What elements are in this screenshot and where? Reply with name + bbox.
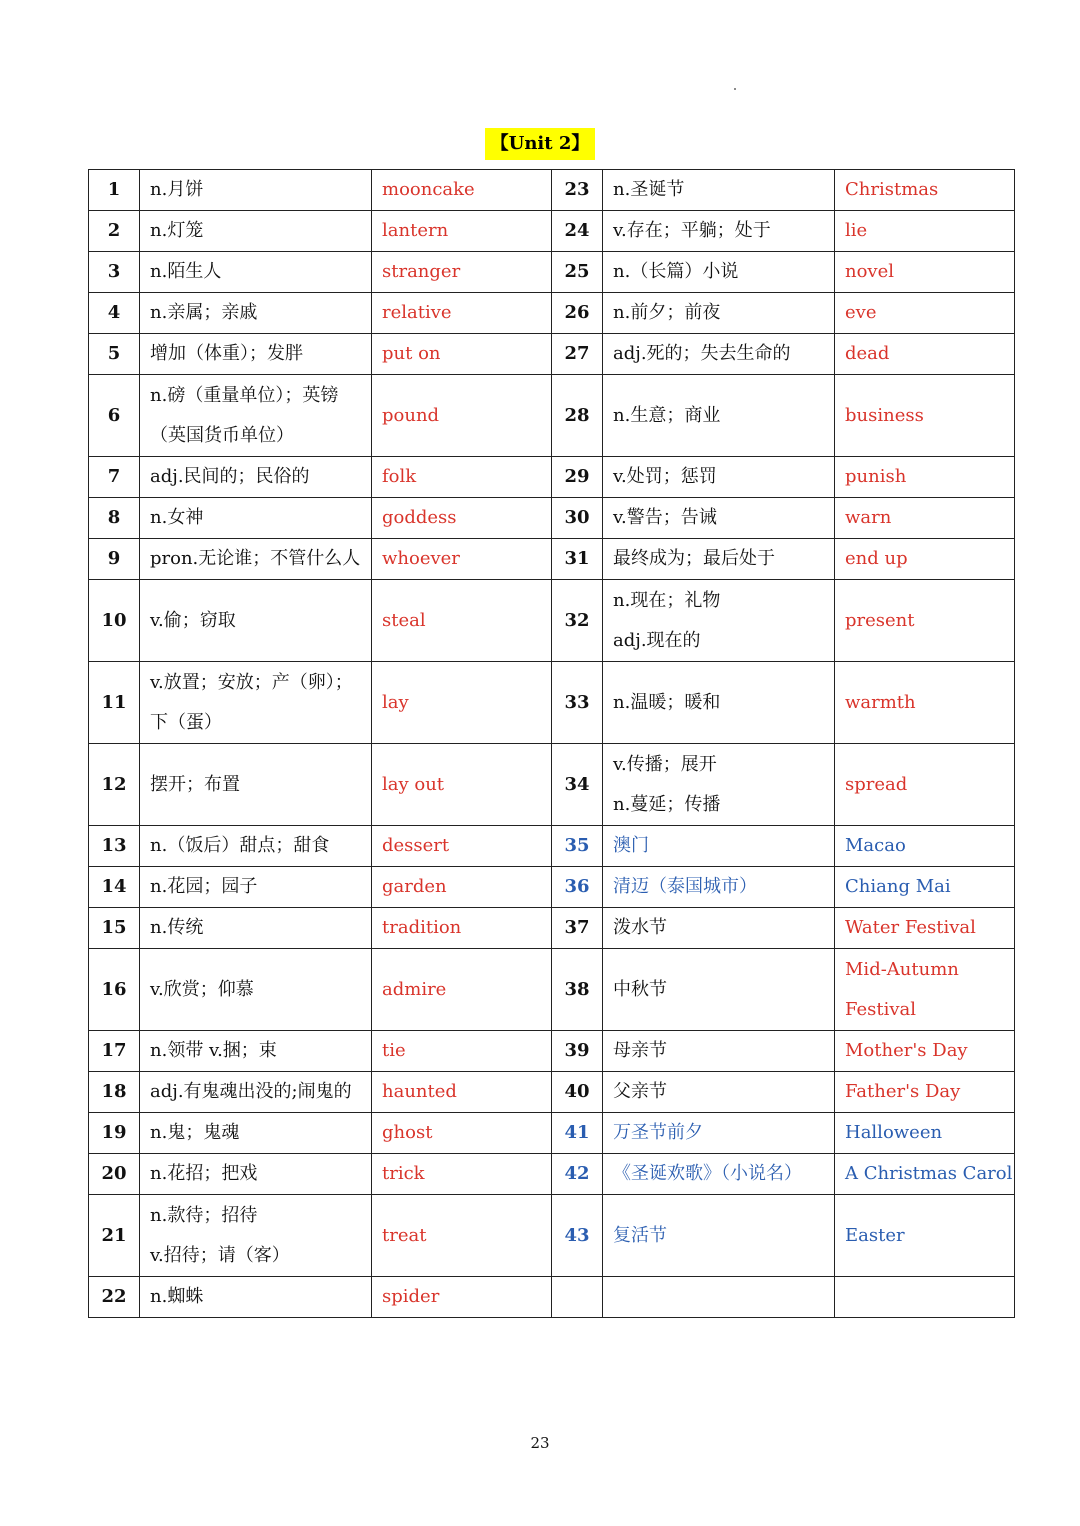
- entry-english: lay out: [372, 744, 552, 826]
- entry-english: business: [835, 375, 1015, 457]
- entry-english: spider: [372, 1277, 552, 1318]
- entry-chinese: [140, 293, 372, 334]
- chinese-line: （英国货币单位）: [150, 424, 294, 446]
- scan-dot: [734, 88, 736, 90]
- table-row: [89, 662, 1015, 744]
- chinese-line: n.陌生人: [150, 261, 222, 282]
- entry-english: warmth: [835, 662, 1015, 744]
- entry-number: 30: [552, 498, 603, 539]
- entry-number: 15: [89, 908, 140, 949]
- table-row: [89, 293, 1015, 334]
- entry-number: 6: [89, 375, 140, 457]
- chinese-line: n.款待；招待: [150, 1204, 258, 1226]
- chinese-line: adj.现在的: [613, 629, 701, 651]
- entry-number: 9: [89, 539, 140, 580]
- entry-number: 8: [89, 498, 140, 539]
- entry-english: Easter: [835, 1195, 1015, 1277]
- entry-number: 31: [552, 539, 603, 580]
- table-row: [89, 1277, 1015, 1318]
- entry-number: 2: [89, 211, 140, 252]
- entry-english: Christmas: [835, 170, 1015, 211]
- entry-number: 20: [89, 1154, 140, 1195]
- entry-english: end up: [835, 539, 1015, 580]
- chinese-line: v.招待；请（客）: [150, 1244, 290, 1266]
- entry-english: lantern: [372, 211, 552, 252]
- entry-number: 33: [552, 662, 603, 744]
- entry-english: tradition: [372, 908, 552, 949]
- chinese-line: 下（蛋）: [150, 711, 222, 733]
- chinese-line: n.圣诞节: [613, 179, 685, 200]
- entry-number: 19: [89, 1113, 140, 1154]
- entry-english: garden: [372, 867, 552, 908]
- chinese-line: n.传统: [150, 917, 204, 938]
- entry-number: 28: [552, 375, 603, 457]
- table-row: [89, 1031, 1015, 1072]
- entry-chinese: [603, 1072, 835, 1113]
- table-row: [89, 1113, 1015, 1154]
- entry-english: present: [835, 580, 1015, 662]
- entry-chinese: [140, 170, 372, 211]
- entry-english: stranger: [372, 252, 552, 293]
- entry-chinese: [603, 334, 835, 375]
- entry-number: 26: [552, 293, 603, 334]
- entry-chinese: [603, 744, 835, 826]
- entry-number: [552, 1277, 603, 1318]
- entry-chinese: [603, 580, 835, 662]
- chinese-line: 摆开；布置: [150, 773, 240, 795]
- entry-english: dead: [835, 334, 1015, 375]
- entry-english: admire: [372, 949, 552, 1031]
- entry-chinese: [603, 908, 835, 949]
- chinese-line: adj.死的；失去生命的: [613, 343, 791, 364]
- chinese-line: v.存在；平躺；处于: [613, 220, 771, 241]
- table-row: [89, 1072, 1015, 1113]
- entry-english: whoever: [372, 539, 552, 580]
- chinese-line: n.（饭后）甜点；甜食: [150, 835, 330, 856]
- entry-number: 36: [552, 867, 603, 908]
- table-row: [89, 457, 1015, 498]
- entry-number: 29: [552, 457, 603, 498]
- entry-chinese: [603, 1154, 835, 1195]
- entry-chinese: [603, 170, 835, 211]
- chinese-line: v.偷；窃取: [150, 609, 236, 631]
- entry-chinese: [140, 949, 372, 1031]
- chinese-line: n.领带 v.捆；束: [150, 1040, 277, 1061]
- entry-number: 21: [89, 1195, 140, 1277]
- page-number: 23: [530, 1434, 550, 1452]
- entry-english: lay: [372, 662, 552, 744]
- table-row: [89, 826, 1015, 867]
- entry-english: spread: [835, 744, 1015, 826]
- table-row: [89, 170, 1015, 211]
- chinese-line: v.欣赏；仰慕: [150, 978, 254, 1000]
- entry-number: 34: [552, 744, 603, 826]
- chinese-line: adj.有鬼魂出没的;闹鬼的: [150, 1081, 352, 1102]
- entry-number: 12: [89, 744, 140, 826]
- chinese-line: n.（长篇）小说: [613, 261, 739, 282]
- chinese-line: n.磅（重量单位）；英镑: [150, 384, 339, 406]
- entry-number: 1: [89, 170, 140, 211]
- entry-english: punish: [835, 457, 1015, 498]
- chinese-line: n.花园；园子: [150, 876, 258, 897]
- entry-english: folk: [372, 457, 552, 498]
- table-row: [89, 580, 1015, 662]
- chinese-line: v.警告；告诫: [613, 507, 717, 528]
- chinese-line: n.月饼: [150, 179, 204, 200]
- entry-number: 42: [552, 1154, 603, 1195]
- entry-number: 5: [89, 334, 140, 375]
- entry-english: put on: [372, 334, 552, 375]
- entry-english: novel: [835, 252, 1015, 293]
- entry-chinese: [140, 1195, 372, 1277]
- entry-english: lie: [835, 211, 1015, 252]
- table-row: [89, 375, 1015, 457]
- entry-english: steal: [372, 580, 552, 662]
- table-row: [89, 908, 1015, 949]
- chinese-line: 复活节: [613, 1224, 667, 1246]
- english-line: Festival: [845, 998, 917, 1020]
- chinese-line: n.亲属；亲戚: [150, 302, 258, 323]
- entry-chinese: [140, 1277, 372, 1318]
- chinese-line: 中秋节: [613, 978, 667, 1000]
- entry-number: 37: [552, 908, 603, 949]
- chinese-line: n.女神: [150, 507, 204, 528]
- entry-number: 4: [89, 293, 140, 334]
- entry-english: haunted: [372, 1072, 552, 1113]
- entry-number: 7: [89, 457, 140, 498]
- entry-number: 22: [89, 1277, 140, 1318]
- table-row: [89, 1195, 1015, 1277]
- entry-english: Halloween: [835, 1113, 1015, 1154]
- entry-chinese: [603, 662, 835, 744]
- vocab-table: [88, 169, 1015, 1318]
- title-wrap: [0, 128, 1080, 160]
- entry-number: 11: [89, 662, 140, 744]
- entry-chinese: [140, 252, 372, 293]
- table-row: [89, 252, 1015, 293]
- entry-english: Chiang Mai: [835, 867, 1015, 908]
- entry-english: A Christmas Carol: [835, 1154, 1015, 1195]
- entry-english: trick: [372, 1154, 552, 1195]
- chinese-line: 父亲节: [613, 1081, 667, 1102]
- entry-english: warn: [835, 498, 1015, 539]
- entry-chinese: [603, 498, 835, 539]
- entry-number: 23: [552, 170, 603, 211]
- entry-chinese: [603, 1195, 835, 1277]
- chinese-line: 增加（体重）；发胖: [150, 343, 303, 364]
- entry-chinese: [603, 1031, 835, 1072]
- entry-number: 39: [552, 1031, 603, 1072]
- chinese-line: n.蜘蛛: [150, 1286, 204, 1307]
- entry-number: 24: [552, 211, 603, 252]
- table-row: [89, 211, 1015, 252]
- entry-chinese: [603, 293, 835, 334]
- entry-english: Mother's Day: [835, 1031, 1015, 1072]
- chinese-line: 泼水节: [613, 917, 667, 938]
- entry-number: 18: [89, 1072, 140, 1113]
- entry-number: 17: [89, 1031, 140, 1072]
- chinese-line: v.放置；安放；产（卵）；: [150, 671, 353, 693]
- unit-title: 【Unit 2】: [485, 128, 596, 160]
- chinese-line: n.温暖；暖和: [613, 691, 721, 713]
- entry-chinese: [603, 826, 835, 867]
- chinese-line: n.鬼；鬼魂: [150, 1122, 240, 1143]
- entry-chinese: [603, 867, 835, 908]
- entry-chinese: [140, 908, 372, 949]
- entry-chinese: [140, 1031, 372, 1072]
- chinese-line: pron.无论谁；不管什么人: [150, 548, 361, 569]
- entry-chinese: [603, 1277, 835, 1318]
- entry-chinese: [140, 744, 372, 826]
- entry-number: 41: [552, 1113, 603, 1154]
- entry-english: [835, 949, 1015, 1031]
- entry-english: relative: [372, 293, 552, 334]
- entry-number: 43: [552, 1195, 603, 1277]
- entry-chinese: [603, 457, 835, 498]
- chinese-line: 母亲节: [613, 1040, 667, 1061]
- entry-english: ghost: [372, 1113, 552, 1154]
- table-row: [89, 744, 1015, 826]
- chinese-line: v.处罚；惩罚: [613, 466, 717, 487]
- entry-chinese: [140, 334, 372, 375]
- entry-chinese: [140, 580, 372, 662]
- chinese-line: 澳门: [613, 835, 649, 856]
- chinese-line: adj.民间的；民俗的: [150, 466, 310, 487]
- entry-number: 14: [89, 867, 140, 908]
- table-row: [89, 334, 1015, 375]
- chinese-line: n.现在；礼物: [613, 589, 721, 611]
- entry-chinese: [603, 539, 835, 580]
- entry-number: 27: [552, 334, 603, 375]
- entry-chinese: [603, 252, 835, 293]
- chinese-line: 最终成为；最后处于: [613, 548, 775, 569]
- entry-english: treat: [372, 1195, 552, 1277]
- entry-number: 16: [89, 949, 140, 1031]
- chinese-line: v.传播；展开: [613, 753, 717, 775]
- table-row: [89, 867, 1015, 908]
- entry-english: tie: [372, 1031, 552, 1072]
- entry-chinese: [140, 375, 372, 457]
- entry-chinese: [140, 1113, 372, 1154]
- table-row: [89, 1154, 1015, 1195]
- entry-english: mooncake: [372, 170, 552, 211]
- entry-chinese: [603, 211, 835, 252]
- entry-chinese: [140, 539, 372, 580]
- entry-chinese: [140, 826, 372, 867]
- chinese-line: 万圣节前夕: [613, 1122, 703, 1143]
- entry-number: 40: [552, 1072, 603, 1113]
- entry-english: goddess: [372, 498, 552, 539]
- entry-number: 3: [89, 252, 140, 293]
- entry-chinese: [140, 867, 372, 908]
- chinese-line: n.灯笼: [150, 220, 204, 241]
- chinese-line: 清迈（泰国城市）: [613, 876, 757, 897]
- entry-chinese: [140, 1072, 372, 1113]
- entry-number: 25: [552, 252, 603, 293]
- entry-english: Macao: [835, 826, 1015, 867]
- entry-chinese: [140, 457, 372, 498]
- table-row: [89, 539, 1015, 580]
- table-row: [89, 949, 1015, 1031]
- entry-number: 35: [552, 826, 603, 867]
- entry-chinese: [603, 1113, 835, 1154]
- chinese-line: n.生意；商业: [613, 404, 721, 426]
- english-line: Mid-Autumn: [845, 958, 959, 980]
- entry-chinese: [603, 375, 835, 457]
- entry-number: 10: [89, 580, 140, 662]
- entry-number: 32: [552, 580, 603, 662]
- entry-english: dessert: [372, 826, 552, 867]
- entry-number: 38: [552, 949, 603, 1031]
- chinese-line: n.花招；把戏: [150, 1163, 258, 1184]
- entry-chinese: [140, 1154, 372, 1195]
- vocab-table-body: [89, 170, 1015, 1318]
- entry-english: eve: [835, 293, 1015, 334]
- entry-english: Water Festival: [835, 908, 1015, 949]
- entry-chinese: [140, 498, 372, 539]
- entry-number: 13: [89, 826, 140, 867]
- chinese-line: n.蔓延；传播: [613, 793, 721, 815]
- table-row: [89, 498, 1015, 539]
- entry-english: pound: [372, 375, 552, 457]
- entry-english: Father's Day: [835, 1072, 1015, 1113]
- chinese-line: 《圣诞欢歌》（小说名）: [613, 1163, 802, 1184]
- entry-chinese: [140, 662, 372, 744]
- entry-english: [835, 1277, 1015, 1318]
- chinese-line: n.前夕；前夜: [613, 302, 721, 323]
- entry-chinese: [603, 949, 835, 1031]
- entry-chinese: [140, 211, 372, 252]
